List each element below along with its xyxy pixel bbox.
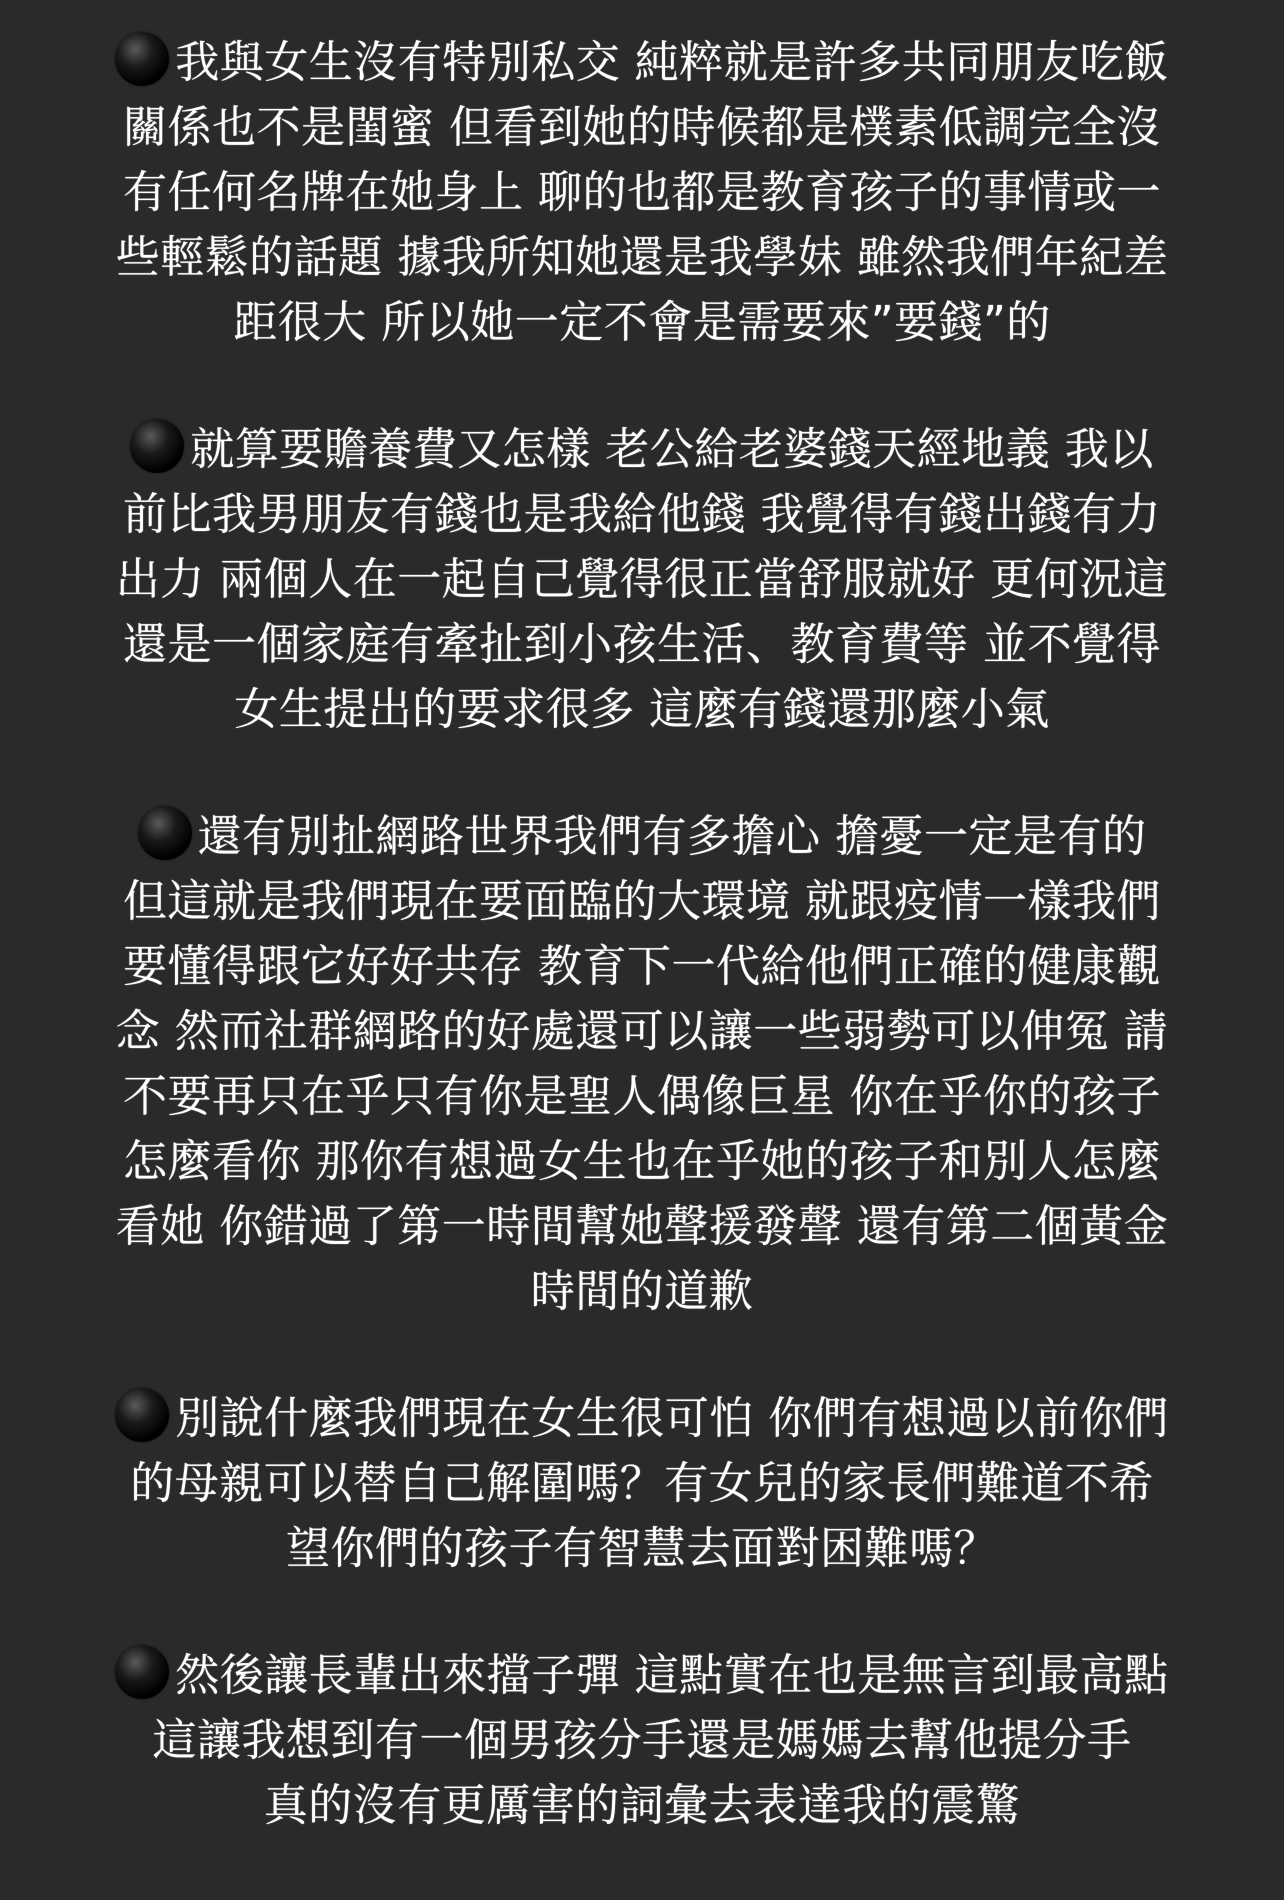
text-line: 關係也不是閨蜜 但看到她的時候都是樸素低調完全沒 bbox=[123, 102, 1161, 153]
text-line bbox=[50, 1386, 1234, 1451]
text-line bbox=[50, 417, 1234, 482]
text-line: 但這就是我們現在要面臨的大環境 就跟疫情一樣我們 bbox=[123, 876, 1161, 927]
text-line: 距很大 所以她一定不會是需要來”要錢”的 bbox=[233, 297, 1051, 348]
text-line: 不要再只在乎只有你是聖人偶像巨星 你在乎你的孩子 bbox=[123, 1071, 1161, 1122]
text-line: 真的沒有更厲害的詞彙去表達我的震驚 bbox=[263, 1780, 1021, 1831]
paragraph-4 bbox=[50, 1386, 1234, 1581]
text-line bbox=[50, 30, 1234, 95]
paragraph-1 bbox=[50, 30, 1234, 355]
text-line: 看她 你錯過了第一時間幫她聲援發聲 還有第二個黃金 bbox=[115, 1201, 1169, 1252]
black-circle-icon bbox=[130, 419, 184, 473]
black-circle-icon bbox=[115, 1388, 169, 1442]
text-line bbox=[50, 804, 1234, 869]
paragraph-5 bbox=[50, 1643, 1234, 1838]
text-line: 望你們的孩子有智慧去面對困難嗎？ bbox=[286, 1523, 998, 1574]
story-text bbox=[50, 30, 1234, 1900]
line-text: 還有別扯網路世界我們有多擔心 擔憂一定是有的 bbox=[197, 811, 1147, 862]
paragraph-3 bbox=[50, 804, 1234, 1324]
black-circle-icon bbox=[115, 1645, 169, 1699]
text-line: 這讓我想到有一個男孩分手還是媽媽去幫他提分手 bbox=[152, 1715, 1132, 1766]
text-line: 有任何名牌在她身上 聊的也都是教育孩子的事情或一 bbox=[123, 167, 1161, 218]
black-circle-icon bbox=[115, 32, 169, 86]
paragraph-2 bbox=[50, 417, 1234, 742]
text-line: 些輕鬆的話題 據我所知她還是我學妹 雖然我們年紀差 bbox=[115, 232, 1169, 283]
text-line: 出力 兩個人在一起自己覺得很正當舒服就好 更何況這 bbox=[115, 554, 1169, 605]
text-line: 念 然而社群網路的好處還可以讓一些弱勢可以伸冤 請 bbox=[115, 1006, 1169, 1057]
text-line: 前比我男朋友有錢也是我給他錢 我覺得有錢出錢有力 bbox=[123, 489, 1161, 540]
line-text: 別說什麼我們現在女生很可怕 你們有想過以前你們 bbox=[175, 1393, 1169, 1444]
text-line: 怎麼看你 那你有想過女生也在乎她的孩子和別人怎麼 bbox=[123, 1136, 1161, 1187]
text-line: 要懂得跟它好好共存 教育下一代給他們正確的健康觀 bbox=[123, 941, 1161, 992]
text-line: 的母親可以替自己解圍嗎？有女兒的家長們難道不希 bbox=[130, 1458, 1154, 1509]
text-line bbox=[50, 1643, 1234, 1708]
line-text: 然後讓長輩出來擋子彈 這點實在也是無言到最高點 bbox=[175, 1650, 1169, 1701]
text-line: 女生提出的要求很多 這麼有錢還那麼小氣 bbox=[234, 684, 1050, 735]
line-text: 我與女生沒有特別私交 純粹就是許多共同朋友吃飯 bbox=[175, 37, 1169, 88]
line-text: 就算要贍養費又怎樣 老公給老婆錢天經地義 我以 bbox=[190, 424, 1154, 475]
text-line: 還是一個家庭有牽扯到小孩生活、教育費等 並不覺得 bbox=[123, 619, 1161, 670]
text-line: 時間的道歉 bbox=[530, 1266, 754, 1317]
black-circle-icon bbox=[138, 806, 192, 860]
